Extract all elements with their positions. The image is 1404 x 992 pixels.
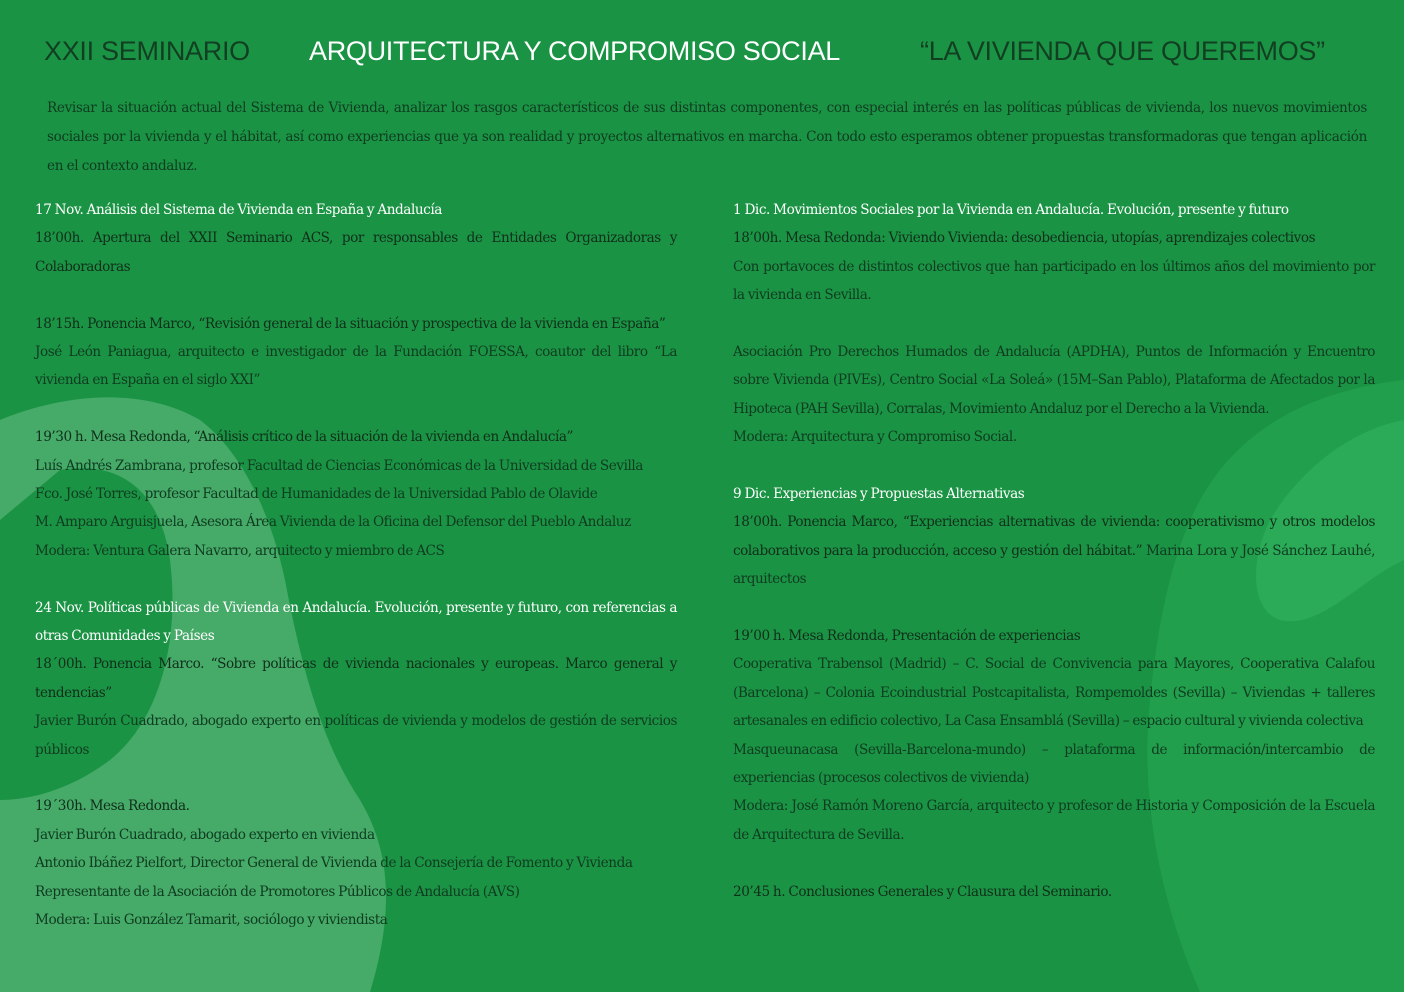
header-subtitle: “LA VIVIENDA QUE QUEREMOS” (920, 36, 1325, 66)
ponente-17nov: José León Paniagua, arquitecto e investigador de la Fundación FOESSA, coautor del libro “La vivienda en España en el siglo XXI” (35, 344, 677, 389)
opening-text: 18’00h. Apertura del XXII Seminario ACS, por responsables de Entidades Organizadoras y Colaboradoras (35, 230, 677, 275)
mesa-1dic: 18’00h. Mesa Redonda: Viviendo Vivienda: desobediencia, utopías, aprendizajes colectivos (733, 230, 1316, 247)
ponente-24nov: Javier Burón Cuadrado, abogado experto en políticas de vivienda y modelos de gestión de servicios públicos (35, 713, 677, 758)
ponencia-24nov: 18´00h. Ponencia Marco. “Sobre políticas de vivienda nacionales y europeas. Marco general y tendencias” (35, 656, 677, 701)
moderator: Modera: Luis González Tamarit, sociólogo y viviendista (35, 912, 388, 929)
ponentes-9dic: Marina Lora y José Sánchez Lauhé, arquitectos (733, 542, 1375, 588)
session-heading-1dic: 1 Dic. Movimientos Sociales por la Vivienda en Andalucía. Evolución, presente y futuro (733, 202, 1289, 218)
ponencia-17nov: 18’15h. Ponencia Marco, “Revisión general de la situación y prospectiva de la vivienda en España” (35, 315, 666, 332)
participant: Javier Burón Cuadrado, abogado experto en vivienda (35, 826, 375, 843)
closing-session: 20’45 h. Conclusiones Generales y Clausura del Seminario. (733, 883, 1112, 900)
experiences-list: Cooperativa Trabensol (Madrid) – C. Social de Convivencia para Mayores, Cooperativa Calafou (Barcelona) – Colonia Ecoindustrial Postcapitalista, Rompemoldes (Sevilla) – Viviendas + talleres artesanales en edificio colectivo, La Casa Ensamblá (Sevilla) – espacio cultural y vivienda colectiva (733, 656, 1375, 730)
header-seminario: XXII SEMINARIO (44, 36, 250, 66)
moderator: Modera: Arquitectura y Compromiso Social. (733, 429, 1017, 446)
left-column (35, 196, 677, 935)
mesa-9dic: 19’00 h. Mesa Redonda, Presentación de experiencias (733, 628, 1081, 645)
associations-list: Asociación Pro Derechos Humados de Andalucía (APDHA), Puntos de Información y Encuentro sobre Vivienda (PIVEs), Centro Social «La Soleá» (15M–San Pablo), Plataforma de Afectados por la Hipoteca (PAH Sevilla), Corralas, Movimiento Andaluz por el Derecho a la Vivienda. (733, 344, 1375, 417)
page-header (0, 36, 1404, 76)
participant: Representante de la Asociación de Promotores Públicos de Andalucía (AVS) (35, 883, 520, 900)
session-heading-17nov: 17 Nov. Análisis del Sistema de Vivienda en España y Andalucía (35, 202, 442, 218)
participant: Luís Andrés Zambrana, profesor Facultad de Ciencias Económicas de la Universidad de Sevilla (35, 457, 643, 474)
right-column (733, 196, 1375, 906)
masqueunacasa: Masqueunacasa (Sevilla-Barcelona-mundo) – plataforma de información/intercambio de experiencias (procesos colectivos de vivienda) (733, 741, 1375, 787)
mesa-description: Con portavoces de distintos colectivos que han participado en los últimos años del movimiento por la vivienda en Sevilla. (733, 258, 1375, 304)
mesa-24nov: 19´30h. Mesa Redonda. (35, 798, 190, 815)
ponencia-9dic-title: 18’00h. Ponencia Marco, “Experiencias alternativas de vivienda: cooperativismo y otros modelos colaborativos para la producción, acceso y gestión del hábitat.” (733, 514, 1375, 559)
participant: Fco. José Torres, profesor Facultad de Humanidades de la Universidad Pablo de Olavide (35, 486, 598, 503)
ponencia-9dic (733, 508, 1375, 593)
participant: M. Amparo Arguisjuela, Asesora Área Vivienda de la Oficina del Defensor del Pueblo Andaluz (35, 514, 631, 531)
session-heading-9dic: 9 Dic. Experiencias y Propuestas Alternativas (733, 486, 1025, 503)
session-heading-24nov: 24 Nov. Políticas públicas de Vivienda en Andalucía. Evolución, presente y futuro, con referencias a otras Comunidades y Países (35, 599, 677, 645)
mesa-17nov: 19’30 h. Mesa Redonda, “Análisis crítico de la situación de la vivienda en Andalucía” (35, 429, 574, 446)
participant: Antonio Ibáñez Pielfort, Director General de Vivienda de la Consejería de Fomento y Vivienda (35, 855, 633, 872)
moderator: Modera: José Ramón Moreno García, arquitecto y profesor de Historia y Composición de la Escuela de Arquitectura de Sevilla. (733, 798, 1375, 843)
header-title: ARQUITECTURA Y COMPROMISO SOCIAL (309, 36, 840, 66)
intro-paragraph: Revisar la situación actual del Sistema de Vivienda, analizar los rasgos característicos de sus distintas componentes, con especial interés en las políticas públicas de vivienda, los nuevos movimientos sociales por la vivienda y el hábitat, así como experiencias que ya son realidad y proyectos alternativos en marcha. Con todo esto esperamos obtener propuestas transformadoras que tengan aplicación en el contexto andaluz. (47, 100, 1367, 174)
moderator: Modera: Ventura Galera Navarro, arquitecto y miembro de ACS (35, 542, 445, 559)
